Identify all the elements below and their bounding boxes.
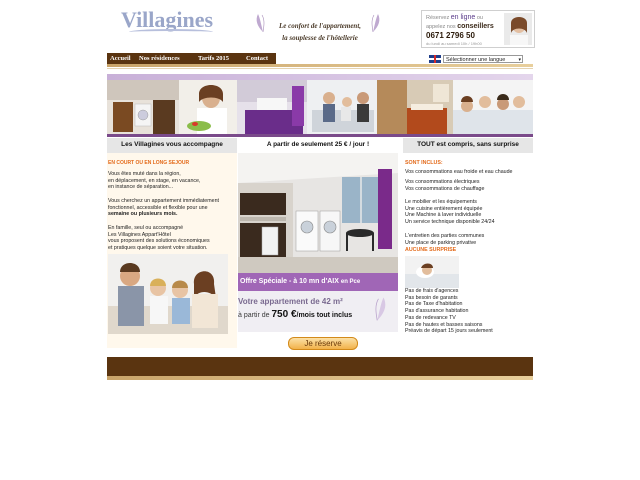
photo-banner <box>107 80 533 134</box>
no-surprise-item: Pas de frais d'agences <box>405 288 459 294</box>
apartment-offer <box>238 291 398 332</box>
nav-item-tarifs[interactable]: Tarifs 2015 <box>198 55 229 62</box>
reserve-button[interactable]: Je réserve <box>288 337 358 350</box>
price-prefix: à partir de <box>238 312 270 319</box>
offer-main-text: Offre Spéciale - à 10 mn d'AIX <box>240 278 339 285</box>
included-group-2 <box>405 179 531 192</box>
sleeping-photo <box>405 256 459 288</box>
included-item: L'entretien des parties communes <box>405 233 485 239</box>
included-item: Un service technique disponible 24/24 <box>405 219 495 226</box>
contact-box[interactable] <box>421 10 535 48</box>
left-p2-bold: semaine ou plusieurs mois. <box>108 211 178 218</box>
page <box>107 0 533 382</box>
agent-photo <box>504 13 532 45</box>
middle-column <box>238 153 398 348</box>
logo-text: Villagines <box>121 7 214 32</box>
footer-bar <box>107 357 533 376</box>
no-surprise-item: Pas de Taxe d'habitation <box>405 301 463 308</box>
included-item: Une cuisine entièrement équipée <box>405 205 483 212</box>
left-paragraph-2 <box>108 198 236 218</box>
included-heading: SONT INCLUS: <box>405 160 443 166</box>
main-nav <box>107 53 276 64</box>
chevron-down-icon: ▾ <box>518 57 521 63</box>
no-surprise-heading: AUCUNE SURPRISE <box>405 247 457 253</box>
contact-line1-suffix: ou <box>476 15 483 21</box>
slogan-line-2: la souplesse de l'hôtellerie <box>282 34 358 42</box>
apartment-price-line <box>238 309 352 320</box>
left-heading: EN COURT OU EN LONG SEJOUR <box>108 160 190 166</box>
left-paragraph-1 <box>108 171 236 191</box>
included-item: Vos consommations de chauffage <box>405 185 485 192</box>
no-surprise-item: Pas de redevance TV <box>405 314 456 321</box>
nav-item-accueil[interactable]: Accueil <box>110 55 131 62</box>
language-selected: Sélectionner une langue <box>446 57 506 63</box>
left-p3-line: vous proposent des solutions économiques <box>108 238 210 245</box>
nav-item-contact[interactable]: Contact <box>246 55 269 62</box>
banner-divider <box>107 134 533 137</box>
column-title-middle: A partir de seulement 25 € / jour ! <box>238 138 398 153</box>
uk-flag-icon <box>429 55 441 63</box>
contact-line-1 <box>426 14 483 21</box>
left-p1-line: Vous êtes muté dans la région, <box>108 171 181 177</box>
leaf-decoration-icon <box>372 295 390 323</box>
left-p3-line: En famille, seul ou accompagné <box>108 225 184 231</box>
included-group-4 <box>405 233 531 246</box>
contact-line1-prefix: Réservez <box>426 15 450 21</box>
left-p1-line: en déplacement, en stage, en vacance, <box>108 177 201 184</box>
left-p1-line: en instance de séparation... <box>108 184 174 191</box>
included-group-3 <box>405 199 531 226</box>
left-column <box>107 153 237 348</box>
nav-stripe-thin <box>107 68 533 69</box>
leaf-right-icon <box>369 12 383 34</box>
slogan-line-1: Le confort de l'appartement, <box>278 22 362 30</box>
included-item: Vos consommations électriques <box>405 179 480 185</box>
contact-line-2 <box>426 23 494 30</box>
column-title-right: TOUT est compris, sans surprise <box>403 138 533 153</box>
nav-stripe <box>107 64 533 67</box>
contact-hours: du lundi au samedi 10h / 19h00 <box>426 41 482 46</box>
no-surprise-item: Pas besoin de garants <box>405 294 458 301</box>
slogan <box>255 12 385 42</box>
included-item: Une Machine à laver individuelle <box>405 212 482 219</box>
footer-stripe <box>107 376 533 380</box>
included-item: Le mobilier et les équipements <box>405 199 477 205</box>
price-amount: 750 € <box>271 309 297 320</box>
column-title-left: Les Villagines vous accompagne <box>107 138 237 153</box>
language-select[interactable] <box>443 55 523 63</box>
family-photo <box>108 254 228 334</box>
included-item: Une place de parking privative <box>405 239 477 246</box>
contact-line2-prefix: appelez nos <box>426 24 456 30</box>
no-surprise-item: Pas d'assurance habitation <box>405 308 469 315</box>
right-column <box>403 153 533 348</box>
price-suffix: /mois tout inclus <box>296 312 353 319</box>
offer-suffix-text: en Pce <box>340 279 361 285</box>
left-p2-line: fonctionnel, accessible et flexible pour une <box>108 204 208 211</box>
left-p2-line: Vous cherchez un appartement immédiatement <box>108 198 220 204</box>
contact-line2-highlight: conseillers <box>457 23 494 30</box>
no-surprise-item: Préavis de départ 15 jours seulement <box>405 328 493 335</box>
apartment-photo <box>238 153 398 273</box>
included-group-1 <box>405 169 531 176</box>
logo-swoosh <box>129 29 213 35</box>
left-p3-line: Les Villagines Appart'Hôtel <box>108 231 171 238</box>
left-paragraph-3 <box>108 225 236 252</box>
apartment-size: Votre appartement de 42 m² <box>238 297 343 306</box>
special-offer-banner[interactable] <box>238 273 398 291</box>
contact-line1-highlight[interactable]: en ligne <box>450 14 476 21</box>
nav-item-residences[interactable]: Nos résidences <box>139 55 180 62</box>
no-surprise-list <box>405 288 531 335</box>
contact-phone[interactable]: 0671 2796 50 <box>426 31 475 40</box>
no-surprise-item: Pas de hautes et basses saisons <box>405 321 483 328</box>
included-item: Vos consommations eau froide et eau chaude <box>405 169 513 175</box>
banner-photos <box>107 80 533 134</box>
left-p3-line: et pratiques quelque soient votre situation. <box>108 245 208 252</box>
logo[interactable] <box>121 5 221 35</box>
